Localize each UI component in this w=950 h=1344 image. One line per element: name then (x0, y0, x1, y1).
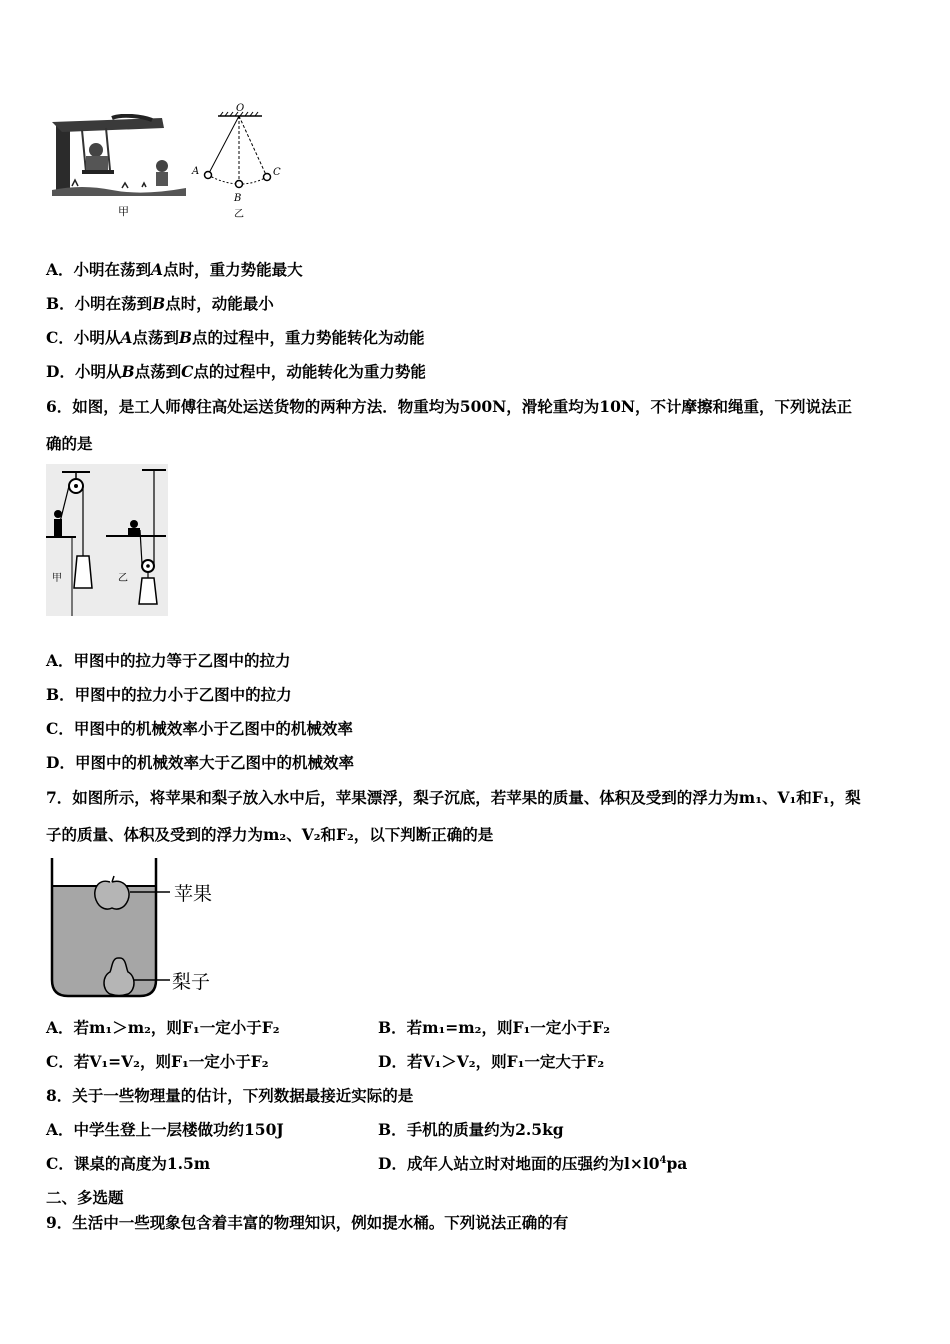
q5-option-b: B．小明在荡到B点时，动能最小 (46, 294, 274, 313)
pulley-label-jia: 甲 (52, 573, 62, 584)
figure-label-yi: 乙 (234, 209, 244, 220)
q9-stem: 9．生活中一些现象包含着丰富的物理知识，例如提水桶。下列说法正确的有 (46, 1213, 569, 1232)
q7-option-a: A．若m₁＞m₂，则F₁一定小于F₂ (46, 1018, 280, 1037)
figure-label-jia: 甲 (118, 205, 129, 218)
q8-option-d: D．成年人站立时对地面的压强约为$l\times l0^4pa$ (378, 1154, 688, 1173)
q5-option-a: A．小明在荡到A点时，重力势能最大 (46, 260, 303, 279)
q7-option-c: C．若V₁=V₂，则F₁一定小于F₂ (46, 1052, 269, 1071)
point-b-label: B (234, 193, 242, 204)
q5-option-c: C．小明从A点荡到B点的过程中，重力势能转化为动能 (46, 328, 425, 347)
apple-label: 苹果 (174, 883, 213, 905)
pear-label: 梨子 (172, 971, 211, 993)
q5-option-d: D．小明从B点荡到C点的过程中，动能转化为重力势能 (46, 362, 426, 381)
q8-option-c: C．课桌的高度为1.5m (46, 1154, 211, 1173)
q7-stem-line2: 子的质量、体积及受到的浮力为m₂、V₂和F₂，以下判断正确的是 (46, 825, 494, 844)
swing-photo-figure (52, 114, 186, 196)
pendulum-diagram (188, 100, 288, 224)
q6-stem-line2: 确的是 (46, 434, 93, 453)
q7-option-b: B．若m₁=m₂，则F₁一定小于F₂ (378, 1018, 611, 1037)
q6-option-d: D．甲图中的机械效率大于乙图中的机械效率 (46, 753, 354, 772)
section-title-multiple-choice: 二、多选题 (46, 1188, 124, 1207)
q7-stem-line1: 7．如图所示，将苹果和梨子放入水中后，苹果漂浮，梨子沉底，若苹果的质量、体积及受到的浮力为m₁、V₁和F₁，梨 (46, 788, 861, 807)
water-tank-figure (46, 858, 226, 1004)
point-a-label: A (192, 166, 200, 177)
q6-option-b: B．甲图中的拉力小于乙图中的拉力 (46, 685, 292, 704)
q8-stem: 8．关于一些物理量的估计，下列数据最接近实际的是 (46, 1086, 414, 1105)
q8-option-b: B．手机的质量约为2.5kg (378, 1120, 564, 1139)
pulley-figure (46, 464, 168, 616)
point-o-label: O (236, 103, 245, 114)
q6-option-c: C．甲图中的机械效率小于乙图中的机械效率 (46, 719, 353, 738)
q7-option-d: D．若V₁＞V₂，则F₁一定大于F₂ (378, 1052, 605, 1071)
q8-option-a: A．中学生登上一层楼做功约150J (46, 1120, 284, 1139)
point-c-label: C (273, 167, 281, 178)
pulley-label-yi: 乙 (118, 573, 128, 584)
q6-option-a: A．甲图中的拉力等于乙图中的拉力 (46, 651, 291, 670)
q6-stem-line1: 6．如图，是工人师傅往高处运送货物的两种方法．物重均为500N，滑轮重均为10N，不计摩擦和绳重，下列说法正 (46, 397, 853, 416)
